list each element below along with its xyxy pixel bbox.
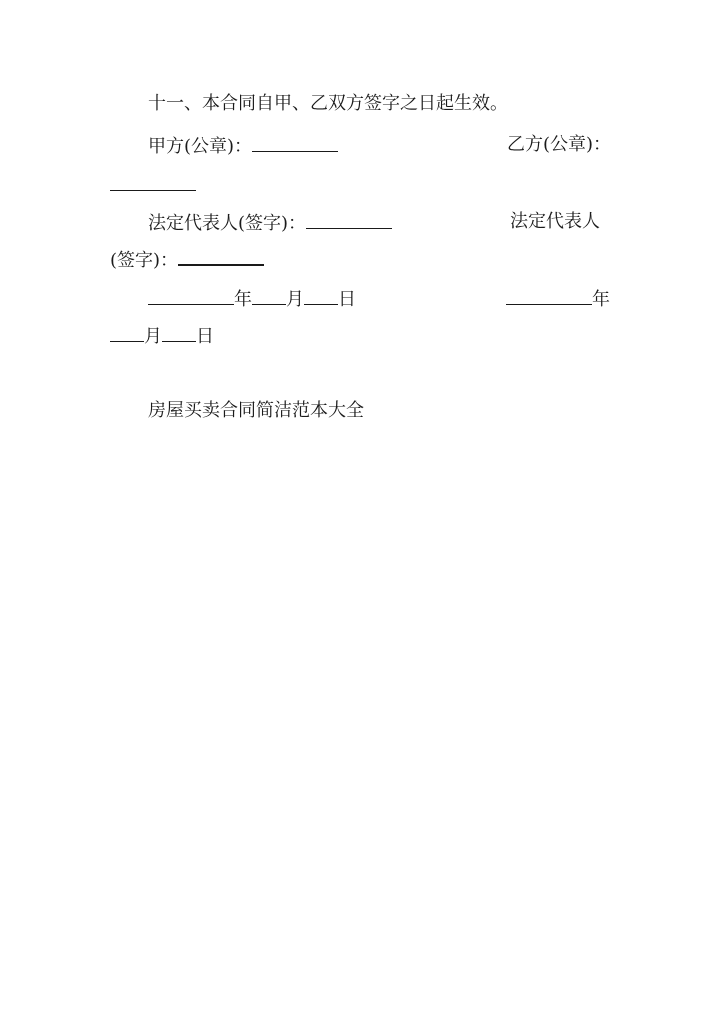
party-b-year-blank[interactable] [506,286,592,305]
clause-11: 十一、本合同自甲、乙双方签字之日起生效。 [148,93,508,114]
party-b-month-blank[interactable] [110,323,144,342]
party-b-rep-label-part2: (签字)： [110,250,179,271]
party-b-rep-blank[interactable] [178,246,264,266]
party-a-year-blank[interactable] [148,286,234,305]
party-b-rep-label-part1: 法定代表人 [510,211,600,232]
party-a-seal-line [148,133,338,159]
party-a-day-blank[interactable] [304,286,338,305]
party-a-rep-line [148,210,392,236]
party-b-rep-line [510,210,600,234]
party-a-day-char: 日 [338,289,356,310]
footer-title: 房屋买卖合同简洁范本大全 [148,400,364,421]
party-a-seal-blank[interactable] [252,133,338,152]
party-b-seal-label: 乙方(公章)： [507,134,612,155]
party-a-rep-blank[interactable] [306,210,392,229]
party-b-seal-blank[interactable] [110,172,196,191]
party-a-year-char: 年 [234,289,252,310]
party-a-month-char: 月 [286,289,304,310]
party-b-month-char: 月 [144,326,162,347]
party-a-rep-label: 法定代表人(签字)： [148,213,307,234]
party-b-seal-line [507,133,611,157]
party-b-date-line [506,286,610,312]
footer-title-line [148,399,364,423]
party-a-date-line [148,286,356,312]
party-b-date-line-2 [110,323,214,349]
party-b-day-blank[interactable] [162,323,196,342]
party-b-year-char: 年 [592,289,610,310]
party-a-seal-label: 甲方(公章)： [148,136,253,157]
party-b-seal-blank-line [110,172,196,198]
party-b-day-char: 日 [196,326,214,347]
clause-11-text [148,92,508,116]
party-a-month-blank[interactable] [252,286,286,305]
party-b-rep-line-2 [110,246,264,273]
